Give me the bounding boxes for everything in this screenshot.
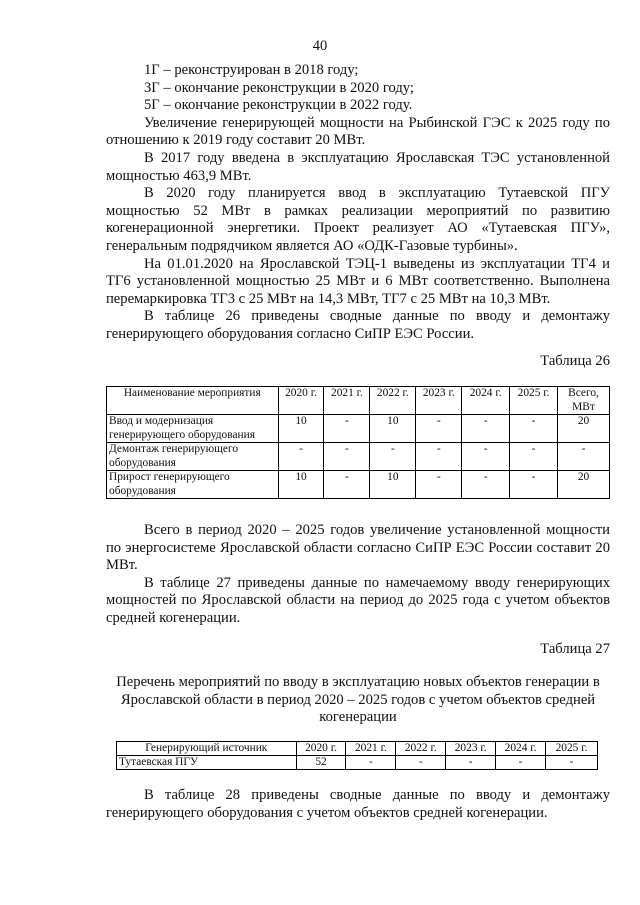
table-cell: - — [510, 443, 558, 471]
table-cell: Ввод и модернизация генерирующего оборудования — [107, 415, 279, 443]
table-cell: 10 — [370, 471, 416, 499]
table-cell: 20 — [558, 415, 610, 443]
table-header-cell: 2024 г. — [496, 742, 546, 756]
table-cell: - — [462, 443, 510, 471]
table-cell: - — [496, 756, 546, 770]
table-row — [107, 443, 610, 471]
table-header-cell: 2020 г. — [296, 742, 346, 756]
table-cell: 10 — [370, 415, 416, 443]
paragraph: В таблице 26 приведены сводные данные по вводу и демонтажу генерирующего оборудования согласно СиПР ЕЭС России. — [106, 308, 610, 342]
table-header-cell: 2022 г. — [370, 387, 416, 415]
table-cell: - — [510, 471, 558, 499]
table-cell: - — [462, 471, 510, 499]
table-header-cell: 2020 г. — [278, 387, 324, 415]
table-cell: - — [558, 443, 610, 471]
table-cell: Демонтаж генерирующего оборудования — [107, 443, 279, 471]
table-cell: - — [416, 443, 462, 471]
table-header-cell: Генерирующий источник — [117, 742, 297, 756]
table-cell: - — [324, 443, 370, 471]
table-cell: - — [416, 471, 462, 499]
table-26 — [106, 386, 610, 499]
table-header-cell: Всего, МВт — [558, 387, 610, 415]
text-block-bottom — [106, 787, 610, 822]
table-header-cell: 2021 г. — [346, 742, 396, 756]
table-cell: - — [446, 756, 496, 770]
text-block-top — [106, 62, 610, 344]
table-header-cell: 2025 г. — [510, 387, 558, 415]
paragraph: Увеличение генерирующей мощности на Рыбинской ГЭС к 2025 году по отношению к 2019 году составит 20 МВт. — [106, 114, 610, 149]
table-header-cell: 2023 г. — [446, 742, 496, 756]
table-header-cell: 2022 г. — [396, 742, 446, 756]
paragraph: Всего в период 2020 – 2025 годов увеличение установленной мощности по энергосистеме Ярославской области согласно СиПР ЕЭС России составит 20 МВт. — [106, 522, 610, 574]
page-number: 40 — [312, 38, 328, 54]
table-header-cell: 2025 г. — [546, 742, 598, 756]
table-27-title: Перечень мероприятий по вводу в эксплуатацию новых объектов генерации в Ярославской области в период 2020 – 2025 годов с учетом объектов средней когенерации — [116, 674, 600, 726]
table-cell: - — [462, 415, 510, 443]
paragraph: В таблице 28 приведены сводные данные по вводу и демонтажу генерирующего оборудования с учетом объектов средней когенерации. — [106, 787, 610, 821]
table-cell: - — [278, 443, 324, 471]
table-cell: Тутаевская ПГУ — [117, 756, 297, 770]
table-header-cell: Наименование мероприятия — [107, 387, 279, 415]
list-item: 1Г – реконструирован в 2018 году; — [144, 62, 359, 78]
table-cell: - — [370, 443, 416, 471]
table-cell: - — [416, 415, 462, 443]
table-row — [107, 415, 610, 443]
table-row — [117, 756, 598, 770]
list-item: 3Г – окончание реконструкции в 2020 году; — [144, 79, 414, 96]
table-cell: Прирост генерирующего оборудования — [107, 471, 279, 499]
table-header-cell: 2024 г. — [462, 387, 510, 415]
table-header-row — [107, 387, 610, 415]
table-27 — [116, 741, 598, 770]
table-cell: 52 — [296, 756, 346, 770]
paragraph: В 2020 году планируется ввод в эксплуатацию Тутаевской ПГУ мощностью 52 МВт в рамках реализации мероприятий по развитию когенерационной энергетики. Проект реализует АО «Тутаевская ПГУ», генеральным подрядчиком является АО «ОДК-Газовые турбины». — [106, 185, 610, 254]
table-27-label: Таблица 27 — [540, 641, 610, 657]
paragraph: В 2017 году введена в эксплуатацию Ярославская ТЭС установленной мощностью 463,9 МВт. — [106, 149, 610, 184]
list-item: 5Г – окончание реконструкции в 2022 году. — [144, 97, 413, 114]
table-row — [107, 471, 610, 499]
paragraph: В таблице 27 приведены данные по намечаемому вводу генерирующих мощностей по Ярославской области на период до 2025 года с учетом объектов средней когенерации. — [106, 574, 610, 626]
table-cell: 10 — [278, 471, 324, 499]
table-header-cell: 2023 г. — [416, 387, 462, 415]
table-26-label: Таблица 26 — [540, 353, 610, 369]
table-header-cell: 2021 г. — [324, 387, 370, 415]
table-cell: - — [396, 756, 446, 770]
table-cell: - — [324, 471, 370, 499]
table-cell: 20 — [558, 471, 610, 499]
table-cell: - — [546, 756, 598, 770]
table-cell: - — [324, 415, 370, 443]
table-cell: 10 — [278, 415, 324, 443]
table-header-row — [117, 742, 598, 756]
table-cell: - — [510, 415, 558, 443]
table-cell: - — [346, 756, 396, 770]
text-block-middle — [106, 522, 610, 628]
paragraph: На 01.01.2020 на Ярославской ТЭЦ-1 выведены из эксплуатации ТГ4 и ТГ6 установленной мощностью 25 МВт и 6 МВт соответственно. Выполнена перемаркировка ТГ3 с 25 МВт на 14,3 МВт, ТГ7 с 25 МВт на 10,3 МВт. — [106, 255, 610, 307]
